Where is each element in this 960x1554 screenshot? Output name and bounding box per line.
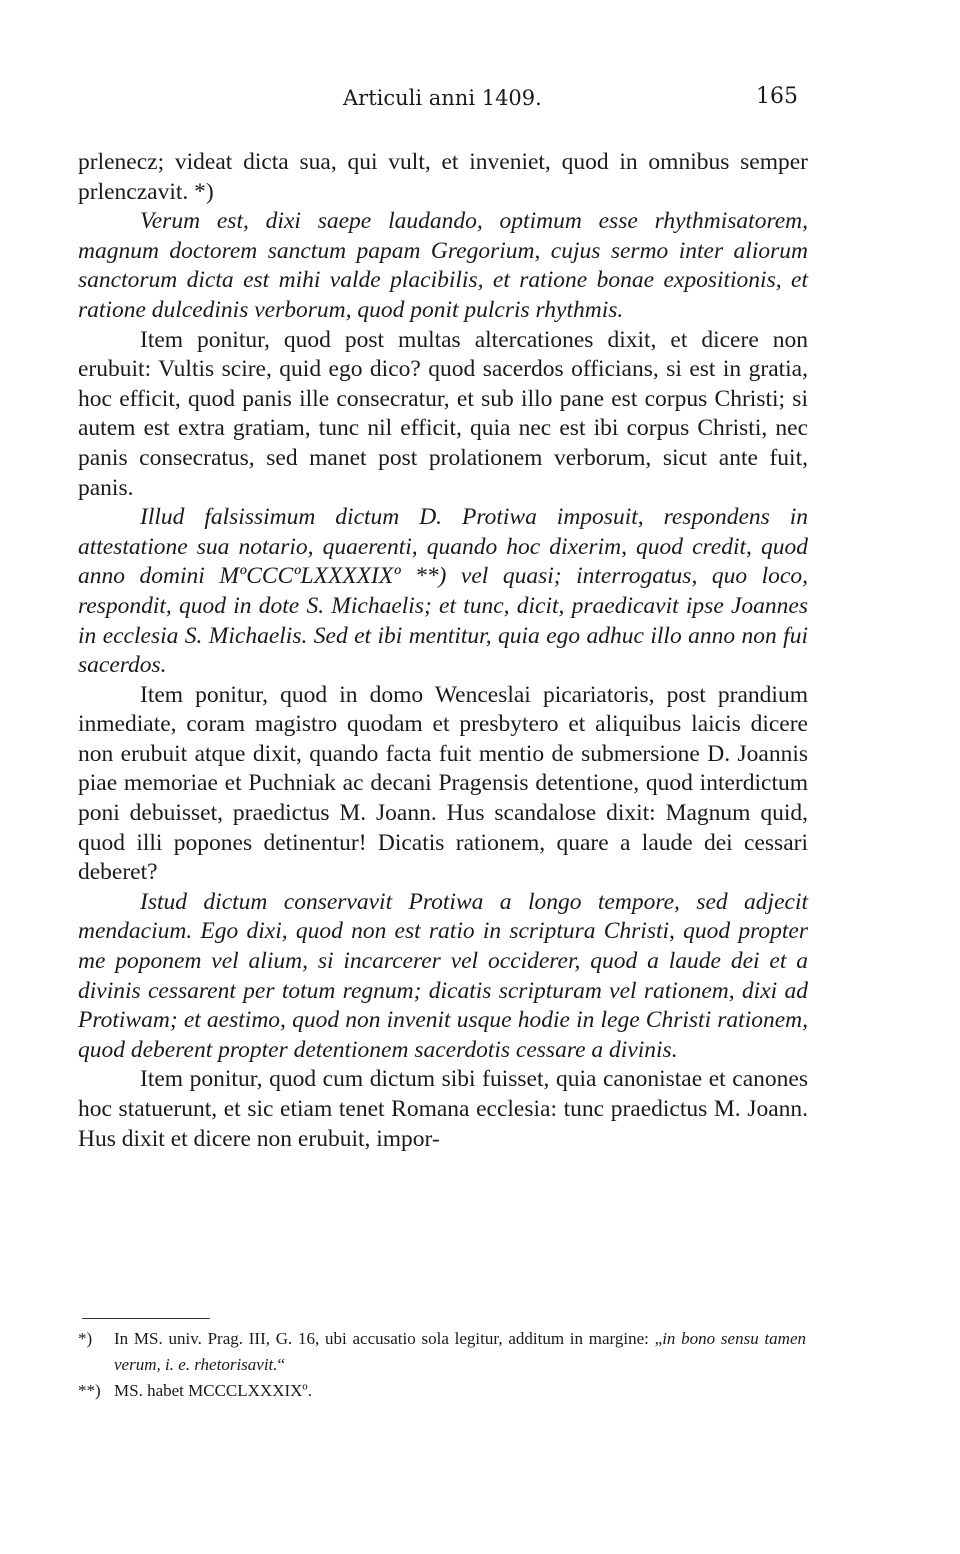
page-number: 165 bbox=[756, 84, 798, 109]
paragraph-response: Verum est, dixi saepe laudando, optimum esse rhythmisatorem, magnum doctorem sanctum papam Gregorium, cujus sermo inter aliorum sanctorum dicta est mihi valde placibilis, et ratione bonae expositionis, et ratione dulcedinis verborum, quod ponit pulcris rhythmis. bbox=[78, 208, 808, 323]
paragraph-article: Item ponitur, quod in domo Wenceslai picariatoris, post prandium inmediate, coram magistro quodam et presbytero et aliquibus laicis dicere non erubuit atque dixit, quando facta fuit mentio de submersione D. Joannis piae memoriae et Puchniak ac decani Pragensis detentione, quod interdictum poni debuisset, praedictus M. Joann. Hus scandalose dixit: Magnum quid, quod illi popones detinentur! Dicatis rationem, quare a laude dei cessari deberet? bbox=[78, 681, 808, 886]
footnote-mark: *) bbox=[78, 1329, 93, 1348]
footnote bbox=[78, 1378, 806, 1404]
running-title: Articuli anni 1409. bbox=[343, 86, 542, 110]
paragraph-article: Item ponitur, quod cum dictum sibi fuisset, quia canonistae et canones hoc statuerunt, et sic etiam tenet Romana ecclesia: tunc praedictus M. Joann. Hus dixit et dicere non erubuit, impor- bbox=[78, 1066, 808, 1152]
footnote-separator bbox=[82, 1318, 210, 1319]
paragraph-response: Illud falsissimum dictum D. Protiwa imposuit, respondens in attestatione sua notario, quaerenti, quando hoc dixerim, quod credit, quod anno domini MºCCCºLXXXXIXº **) vel quasi; interrogatus, quo loco, respondit, quod in dote S. Michaelis; et tunc, dicit, praedicavit ipse Joannes in ecclesia S. Michaelis. Sed et ibi mentitur, quia ego adhuc illo anno non fui sacerdos. bbox=[78, 504, 808, 679]
footnote-text: “ bbox=[277, 1355, 286, 1374]
footnotes bbox=[78, 1326, 806, 1404]
page-header bbox=[78, 86, 798, 126]
paragraph-response: Istud dictum conservavit Protiwa a longo tempore, sed adjecit mendacium. Ego dixi, quod non est ratio in scriptura Christi, quod propter me poponem vel alium, si incarcerer vel occiderer, quod a laude dei et a divinis cessarent per totum regnum; dicatis scripturam vel rationem, dixi ad Protiwam; et aestimo, quod non invenit usque hodie in lege Christi rationem, quod deberent propter detentionem sacerdotis cessare a divinis. bbox=[78, 888, 808, 1063]
footnote-mark: **) bbox=[78, 1381, 101, 1400]
footnote-italic-text: in bono sensu tamen verum, i. e. rhetorisavit. bbox=[114, 1329, 807, 1374]
footnote-text: In MS. univ. Prag. III, G. 16, ubi accusatio sola legitur, additum in margine: „ bbox=[114, 1329, 663, 1348]
footnote bbox=[78, 1326, 806, 1378]
main-text bbox=[78, 148, 808, 1154]
paragraph-article: Item ponitur, quod post multas altercationes dixit, et dicere non erubuit: Vultis scire, quid ego dico? quod sacerdos officians, si est in gratia, hoc efficit, quod panis ille consecratur, et sub illo pane est corpus Christi; si autem est extra gratiam, tunc nil efficit, quia nec est ibi corpus Christi, nec panis consecratus, sed manet post prolationem verborum, sicut ante fuit, panis. bbox=[78, 326, 808, 501]
footnote-text: MS. habet MCCCLXXXIXº. bbox=[114, 1381, 312, 1400]
paragraph-continuation: prlenecz; videat dicta sua, qui vult, et inveniet, quod in omnibus semper prlenczavit. *) bbox=[78, 149, 808, 205]
